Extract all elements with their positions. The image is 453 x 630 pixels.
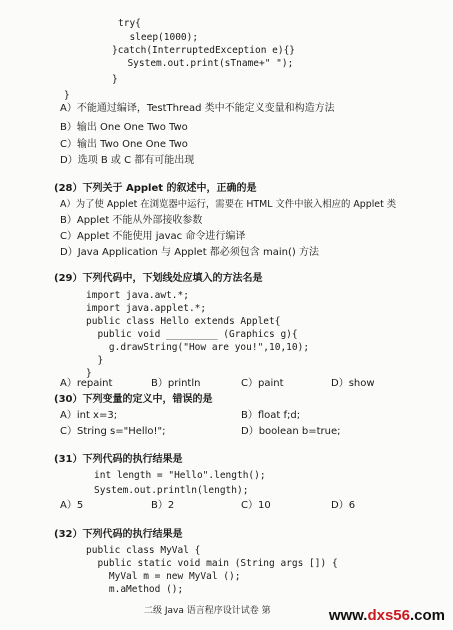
option-b: B）float f;d; (241, 410, 301, 421)
watermark-brand: dxs56 (367, 607, 410, 624)
option-c: C）paint (241, 378, 284, 389)
code-line: public class MyVal { (86, 545, 201, 556)
code-line: } (86, 355, 104, 366)
question-30-stem: (30）下列变量的定义中，错误的是 (54, 394, 213, 405)
option-d: D）boolean b=true; (241, 426, 341, 437)
option-c: C）String s="Hello!"; (60, 426, 166, 437)
code-line: System.out.println(length); (94, 485, 249, 496)
watermark-suffix: .com (409, 607, 445, 624)
question-28-stem: (28）下列关于 Applet 的叙述中，正确的是 (54, 183, 257, 194)
option-a: A）为了使 Applet 在浏览器中运行，需要在 HTML 文件中嵌入相应的 Applet 类 (60, 199, 397, 210)
question-31-stem: (31）下列代码的执行结果是 (54, 454, 183, 465)
option-d: D）Java Application 与 Applet 都必须包含 main() 方法 (60, 247, 319, 258)
code-line: public class Hello extends Applet{ (86, 316, 281, 327)
option-a: A）int x=3; (60, 410, 118, 421)
code-line: try{ (118, 18, 141, 29)
option-b: B）2 (151, 500, 175, 511)
option-a: A）不能通过编译，TestThread 类中不能定义变量和构造方法 (60, 103, 335, 114)
option-b: B）输出 One One Two Two (60, 122, 188, 133)
code-line: int length = "Hello".length(); (94, 470, 266, 481)
option-a: A）repaint (60, 378, 113, 389)
site-watermark (329, 607, 445, 624)
option-c: C）Applet 不能使用 javac 命令进行编译 (60, 231, 246, 242)
code-line: } (86, 368, 92, 379)
option-a: A）5 (60, 500, 84, 511)
watermark-prefix: www. (328, 607, 368, 624)
option-c: C）输出 Two One One Two (60, 139, 188, 150)
code-line: public void _________ (Graphics g){ (86, 329, 298, 340)
option-b: B）Applet 不能从外部接收参数 (60, 215, 203, 226)
option-d: D）选项 B 或 C 都有可能出现 (60, 155, 195, 166)
code-line: g.drawString("How are you!",10,10); (86, 342, 310, 353)
code-line: m.aMethod (); (86, 584, 184, 595)
code-line: public static void main (String args []) { (86, 558, 338, 569)
code-line: import java.applet.*; (86, 303, 207, 314)
option-b: B）println (151, 378, 201, 389)
code-line: sleep(1000); (118, 32, 199, 43)
code-line: }catch(InterruptedException e){} (112, 45, 296, 56)
code-line: import java.awt.*; (86, 290, 189, 301)
code-line: System.out.print(sTname+" "); (116, 58, 294, 69)
option-d: D）6 (331, 500, 356, 511)
code-line: MyVal m = new MyVal (); (86, 571, 241, 582)
option-c: C）10 (241, 500, 271, 511)
option-d: D）show (331, 378, 375, 389)
question-32-stem: (32）下列代码的执行结果是 (54, 529, 183, 540)
code-line: } (112, 74, 118, 85)
page-footer: 二级 Java 语言程序设计试卷 第 (144, 606, 271, 616)
code-line: } (64, 90, 70, 101)
question-29-stem: (29）下列代码中，下划线处应填入的方法名是 (54, 273, 263, 284)
